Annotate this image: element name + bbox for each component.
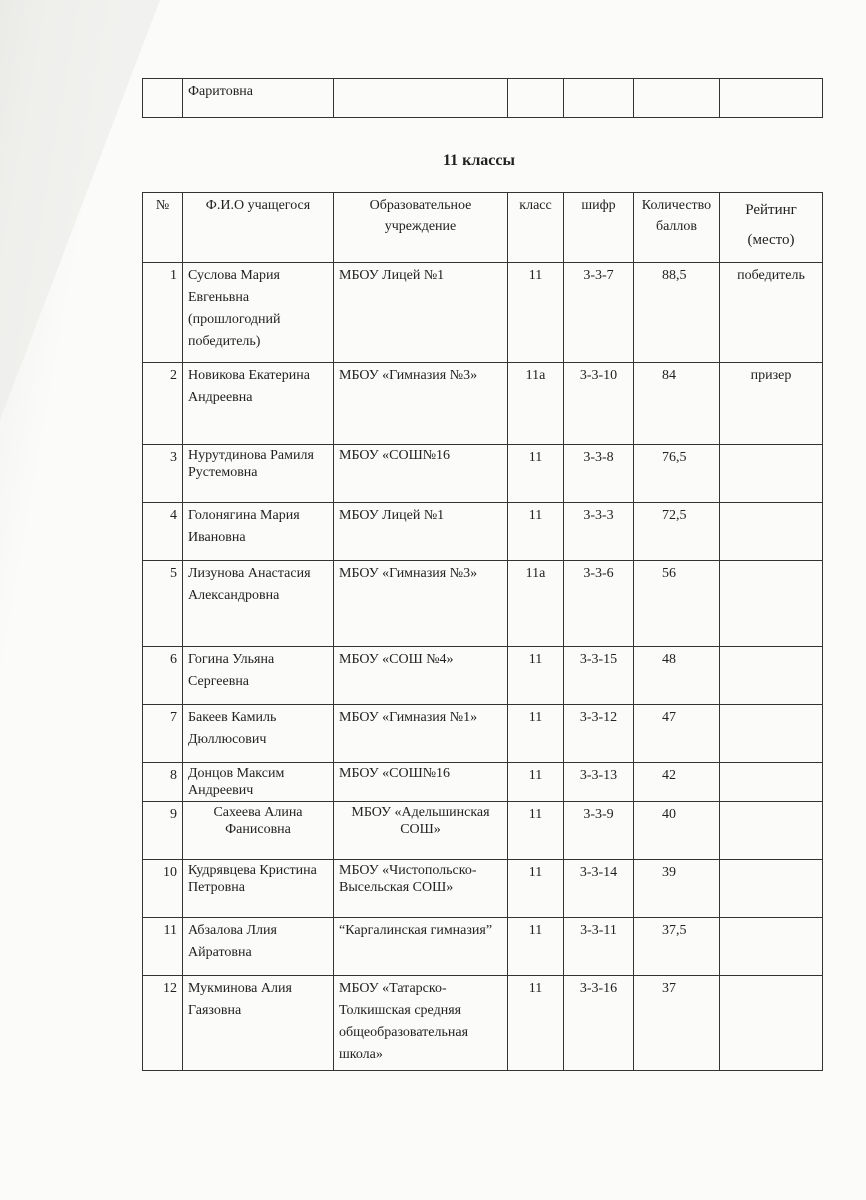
- cell-school: МБОУ Лицей №1: [334, 503, 508, 561]
- cell-score: 39: [634, 860, 720, 918]
- header-school: Образовательное учреждение: [334, 193, 508, 263]
- cell-score: 47: [634, 705, 720, 763]
- cell-name: Донцов Максим Андреевич: [183, 763, 334, 802]
- header-row: [143, 193, 823, 263]
- cell-code: 3-3-3: [564, 503, 634, 561]
- header-class: класс: [508, 193, 564, 263]
- cell-school: [334, 79, 508, 118]
- cell-school: МБОУ «Адельшинская СОШ»: [334, 802, 508, 860]
- table-row: [143, 503, 823, 561]
- cell-code: 3-3-10: [564, 363, 634, 445]
- cell-class: 11: [508, 647, 564, 705]
- cell-code: 3-3-8: [564, 445, 634, 503]
- cell-class: 11: [508, 445, 564, 503]
- cell-name: Лизунова Анастасия Александровна: [183, 561, 334, 647]
- table-row: [143, 647, 823, 705]
- cell-name: Сахеева Алина Фанисовна: [183, 802, 334, 860]
- table-row: [143, 763, 823, 802]
- table-row: [143, 363, 823, 445]
- cell-class: 11а: [508, 363, 564, 445]
- cell-name: Голонягина Мария Ивановна: [183, 503, 334, 561]
- cell-class: 11: [508, 976, 564, 1071]
- cell-class: [508, 79, 564, 118]
- cell-code: 3-3-9: [564, 802, 634, 860]
- table-row: [143, 561, 823, 647]
- cell-num: 1: [143, 263, 183, 363]
- cell-name: Мукминова Алия Гаязовна: [183, 976, 334, 1071]
- cell-score: 37: [634, 976, 720, 1071]
- cell-num: 7: [143, 705, 183, 763]
- cell-school: МБОУ «СОШ№16: [334, 445, 508, 503]
- table-row: [143, 705, 823, 763]
- cell-rating: [720, 503, 823, 561]
- section-title: 11 классы: [442, 152, 515, 169]
- cell-rating: [720, 561, 823, 647]
- cell-school: МБОУ «Чистопольско-Высельская СОШ»: [334, 860, 508, 918]
- cell-score: 56: [634, 561, 720, 647]
- cell-code: [564, 79, 634, 118]
- cell-code: 3-3-11: [564, 918, 634, 976]
- cell-score: 40: [634, 802, 720, 860]
- cell-rating: [720, 705, 823, 763]
- cell-name: Фаритовна: [183, 79, 334, 118]
- cell-code: 3-3-7: [564, 263, 634, 363]
- cell-score: [634, 79, 720, 118]
- cell-code: 3-3-12: [564, 705, 634, 763]
- cell-school: МБОУ Лицей №1: [334, 263, 508, 363]
- cell-num: 6: [143, 647, 183, 705]
- cell-code: 3-3-15: [564, 647, 634, 705]
- cell-num: 10: [143, 860, 183, 918]
- cell-class: 11: [508, 763, 564, 802]
- previous-table-fragment: [142, 78, 823, 118]
- table-row: [143, 918, 823, 976]
- cell-school: МБОУ «Гимназия №3»: [334, 561, 508, 647]
- cell-num: 8: [143, 763, 183, 802]
- cell-rating: [720, 763, 823, 802]
- table-row: [143, 802, 823, 860]
- cell-class: 11: [508, 263, 564, 363]
- table-row: [143, 79, 823, 118]
- cell-score: 88,5: [634, 263, 720, 363]
- cell-rating: призер: [720, 363, 823, 445]
- cell-rating: [720, 976, 823, 1071]
- cell-school: МБОУ «Гимназия №3»: [334, 363, 508, 445]
- cell-name: Бакеев Камиль Дюллюсович: [183, 705, 334, 763]
- cell-rating: [720, 79, 823, 118]
- cell-num: 4: [143, 503, 183, 561]
- cell-class: 11: [508, 802, 564, 860]
- cell-num: 2: [143, 363, 183, 445]
- cell-score: 42: [634, 763, 720, 802]
- cell-school: МБОУ «СОШ №4»: [334, 647, 508, 705]
- cell-num: 11: [143, 918, 183, 976]
- cell-score: 37,5: [634, 918, 720, 976]
- cell-code: 3-3-13: [564, 763, 634, 802]
- cell-name: Нурутдинова Рамиля Рустемовна: [183, 445, 334, 503]
- cell-num: 5: [143, 561, 183, 647]
- cell-score: 76,5: [634, 445, 720, 503]
- cell-rating: [720, 918, 823, 976]
- cell-class: 11: [508, 503, 564, 561]
- cell-num: 9: [143, 802, 183, 860]
- cell-code: 3-3-14: [564, 860, 634, 918]
- cell-name: Суслова Мария Евгеньвна (прошлогодний победитель): [183, 263, 334, 363]
- cell-class: 11: [508, 705, 564, 763]
- cell-rating: [720, 860, 823, 918]
- results-table: [142, 192, 823, 1071]
- cell-num: 12: [143, 976, 183, 1071]
- cell-code: 3-3-6: [564, 561, 634, 647]
- cell-class: 11: [508, 860, 564, 918]
- cell-name: Абзалова Ллия Айратовна: [183, 918, 334, 976]
- cell-rating: [720, 647, 823, 705]
- header-score: Количество баллов: [634, 193, 720, 263]
- header-name: Ф.И.О учащегося: [183, 193, 334, 263]
- table-row: [143, 263, 823, 363]
- cell-name: Новикова Екатерина Андреевна: [183, 363, 334, 445]
- cell-name: Кудрявцева Кристина Петровна: [183, 860, 334, 918]
- cell-class: 11: [508, 918, 564, 976]
- table-row: [143, 860, 823, 918]
- header-num: №: [143, 193, 183, 263]
- cell-rating: [720, 802, 823, 860]
- cell-code: 3-3-16: [564, 976, 634, 1071]
- header-rating: Рейтинг (место): [720, 193, 823, 263]
- cell-rating: победитель: [720, 263, 823, 363]
- cell-school: “Каргалинская гимназия”: [334, 918, 508, 976]
- cell-score: 48: [634, 647, 720, 705]
- cell-name: Гогина Ульяна Сергеевна: [183, 647, 334, 705]
- cell-school: МБОУ «Татарско-Толкишская средняя общеобразовательная школа»: [334, 976, 508, 1071]
- cell-num: [143, 79, 183, 118]
- cell-score: 72,5: [634, 503, 720, 561]
- table-row: [143, 445, 823, 503]
- cell-school: МБОУ «Гимназия №1»: [334, 705, 508, 763]
- cell-rating: [720, 445, 823, 503]
- cell-school: МБОУ «СОШ№16: [334, 763, 508, 802]
- cell-class: 11а: [508, 561, 564, 647]
- cell-score: 84: [634, 363, 720, 445]
- page-fold-shadow: [0, 0, 160, 420]
- table-row: [143, 976, 823, 1071]
- header-code: шифр: [564, 193, 634, 263]
- cell-num: 3: [143, 445, 183, 503]
